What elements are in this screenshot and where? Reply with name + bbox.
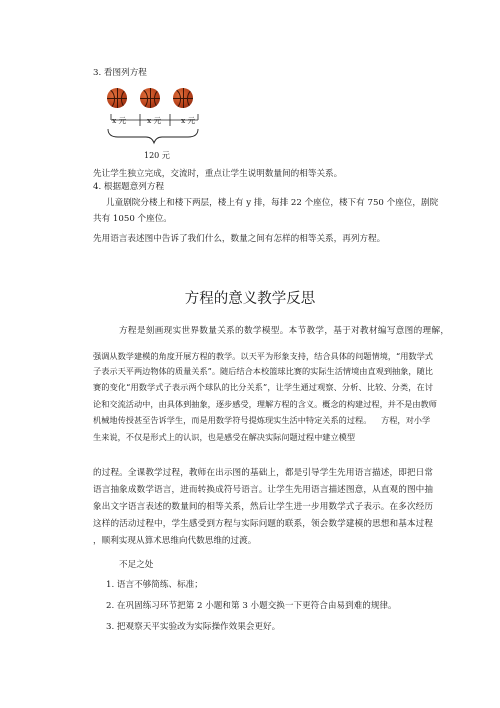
- paragraph-line: 这样的活动过程中，学生感受到方程与实际问题的联系，领会数学建模的思想和基本过程: [93, 519, 433, 529]
- section4-problem-line1: 儿童剧院分楼上和楼下两层，楼上有 y 排，每排 22 个座位，楼下有 750 个座位，剧院: [106, 198, 439, 208]
- price-label-left: x 元: [112, 116, 127, 125]
- paragraph-line: 方程是刻画现实世界数量关系的数学模型。本节教学，基于对教材编写意图的理解，: [119, 326, 449, 336]
- section4-problem-line2: 共有 1050 个座位。: [93, 214, 172, 224]
- page-title: 方程的意义教学反思: [184, 291, 316, 307]
- price-label-right: x 元: [181, 116, 196, 125]
- paragraph-line: 语言抽象成数学语言，进而转换成符号语言。让学生先用语言描述图意，从直观的图中抽: [93, 485, 433, 495]
- paragraph-line: 子表示天平两边物体的质量关系”。随后结合本校篮球比赛的实际生活情境由直观到抽象，随比: [93, 366, 433, 376]
- paragraph-line: 强调从数学建模的角度开展方程的教学。以天平为形象支持，结合具体的问题情境，“用数学式: [93, 351, 433, 361]
- shortcomings-title: 不足之处: [119, 560, 154, 570]
- paragraph-line: 机械地传授甚至告诉学生，而是用数学符号提炼现实生活中特定关系的过程。: [93, 415, 372, 425]
- price-label-middle: x 元: [147, 116, 162, 125]
- paragraph-line: 论和交流活动中，由具体到抽象，逐步感受，理解方程的含义。概念的构建过程，并不是由教师: [93, 399, 437, 409]
- list-item: 3. 把观察天平实验改为实际操作效果会更好。: [106, 622, 281, 632]
- section4-title: 4. 根据题意列方程: [93, 182, 165, 192]
- paragraph-line: 方程，对小学: [381, 415, 431, 425]
- section3-note: 先让学生独立完成，交流时，重点让学生说明数量间的相等关系。: [93, 169, 343, 179]
- paragraph-line: 的过程。全课教学过程，教师在出示图的基础上，都是引导学生先用语言描述，即把日常: [93, 468, 433, 478]
- list-item: 2. 在巩固练习环节把第 2 小题和第 3 小题交换一下更符合由易到难的规律。: [106, 601, 397, 611]
- paragraph-line: 赛的变化“用数学式子表示两个球队的比分关系”，让学生通过观察、分析、比较、分类，在讨: [93, 382, 433, 392]
- paragraph-line: ，顺利实现从算术思维向代数思维的过渡。: [93, 536, 257, 546]
- total-price-label: 120 元: [144, 151, 170, 160]
- paragraph-line: 生来说，不仅是形式上的认识，也是感受在解决实际问题过程中建立模型: [93, 432, 356, 442]
- paragraph-line: 象出文字语言表述的数量间的相等关系，然后让学生进一步用数学式子表示。在多次经历: [93, 502, 433, 512]
- section4-note: 先用语言表述图中告诉了我们什么，数量之间有怎样的相等关系，再列方程。: [93, 234, 386, 244]
- section3-title: 3. 看图列方程: [93, 68, 147, 78]
- list-item: 1. 语言不够简练、标准；: [106, 580, 203, 590]
